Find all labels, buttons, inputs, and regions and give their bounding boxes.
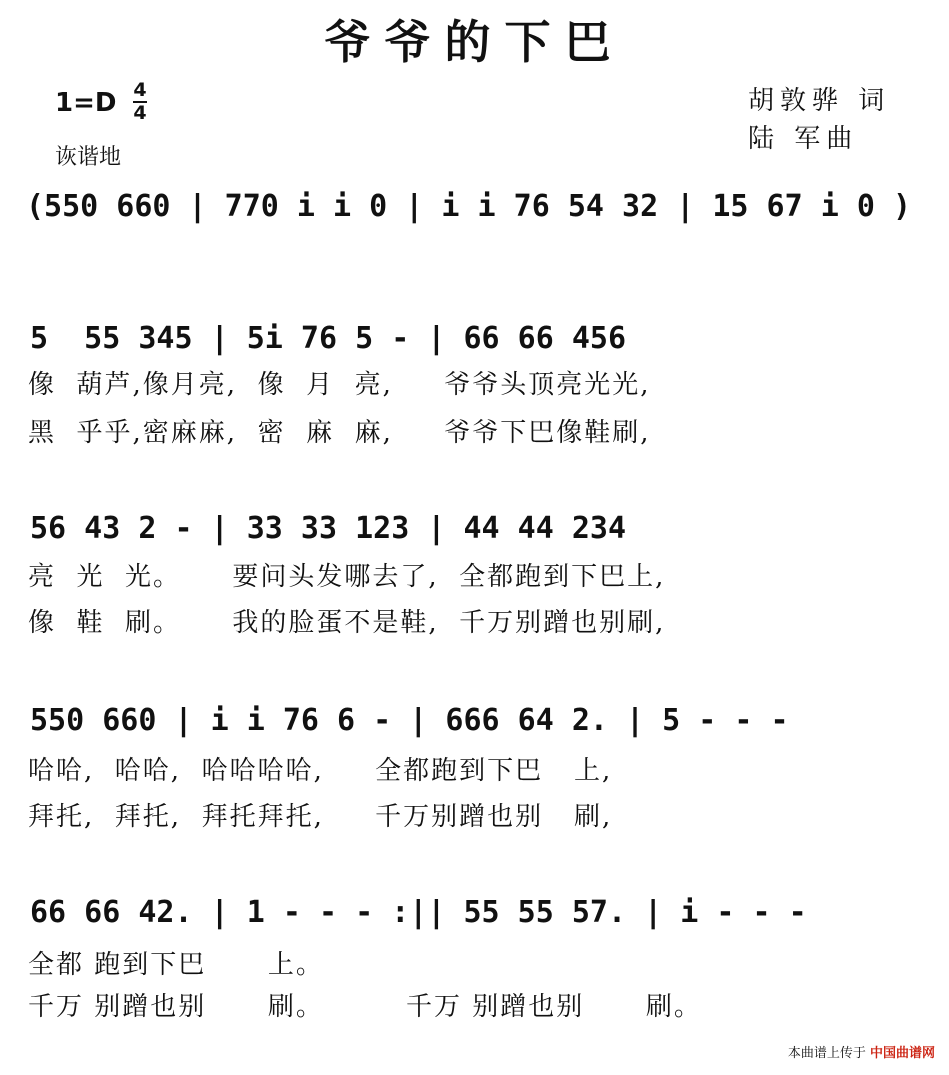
- system-2-lyric-1: 亮 光 光。 要问头发哪去了, 全都跑到下巴上,: [28, 562, 666, 592]
- system-4-notes: [0, 892, 949, 936]
- system-1-lyric-2: 黑 乎乎,密麻麻, 密 麻 麻, 爷爷下巴像鞋刷,: [28, 418, 651, 448]
- lyricist: 胡敦骅 词: [748, 86, 891, 116]
- upload-footer: [788, 1042, 935, 1061]
- footer-site-logo: 中国曲谱网: [869, 1046, 935, 1061]
- system-4-lyric-1: 全都 跑到下巴 上。: [28, 950, 324, 980]
- system-4-notation: 66 66 42. | 1 - - - :|| 55 55 57. | i - - -: [30, 895, 807, 930]
- credits: [748, 82, 890, 158]
- time-signature: [132, 80, 148, 124]
- system-2-notation: 56 43 2 - | 33 33 123 | 44 44 234: [30, 511, 627, 546]
- composer: 陆 军曲: [748, 124, 859, 154]
- system-3-notes: [0, 700, 949, 744]
- system-3-notation: 550 660 | i i 76 6 - | 666 64 2. | 5 - - -: [30, 703, 789, 738]
- meter-bottom: 4: [133, 102, 147, 124]
- key-signature: 1=D: [55, 88, 117, 118]
- system-1-notes: [0, 318, 949, 362]
- tempo-marking: 诙谐地: [55, 145, 122, 170]
- system-3-lyric-2: 拜托, 拜托, 拜托拜托, 千万别蹭也别 刷,: [28, 802, 613, 832]
- meter-top: 4: [133, 79, 147, 101]
- system-1-notation: 5 55 345 | 5i 76 5 - | 66 66 456: [30, 321, 627, 356]
- system-2-lyric-2: 像 鞋 刷。 我的脸蛋不是鞋, 千万别蹭也别刷,: [28, 608, 666, 638]
- footer-prefix: 本曲谱上传于: [787, 1046, 866, 1061]
- intro-notes: (550 660 | 770 i i 0 | i i 76 54 32 | 15 67 i 0 ): [26, 189, 912, 224]
- song-title: 爷爷的下巴: [324, 15, 625, 69]
- system-3-lyric-1: 哈哈, 哈哈, 哈哈哈哈, 全都跑到下巴 上,: [28, 756, 613, 786]
- system-2-notes: [0, 508, 949, 552]
- system-1-lyric-1: 像 葫芦,像月亮, 像 月 亮, 爷爷头顶亮光光,: [28, 370, 651, 400]
- system-4-lyric-2: 千万 别蹭也别 刷。 千万 别蹭也别 刷。: [28, 992, 702, 1022]
- intro-row: [0, 186, 949, 230]
